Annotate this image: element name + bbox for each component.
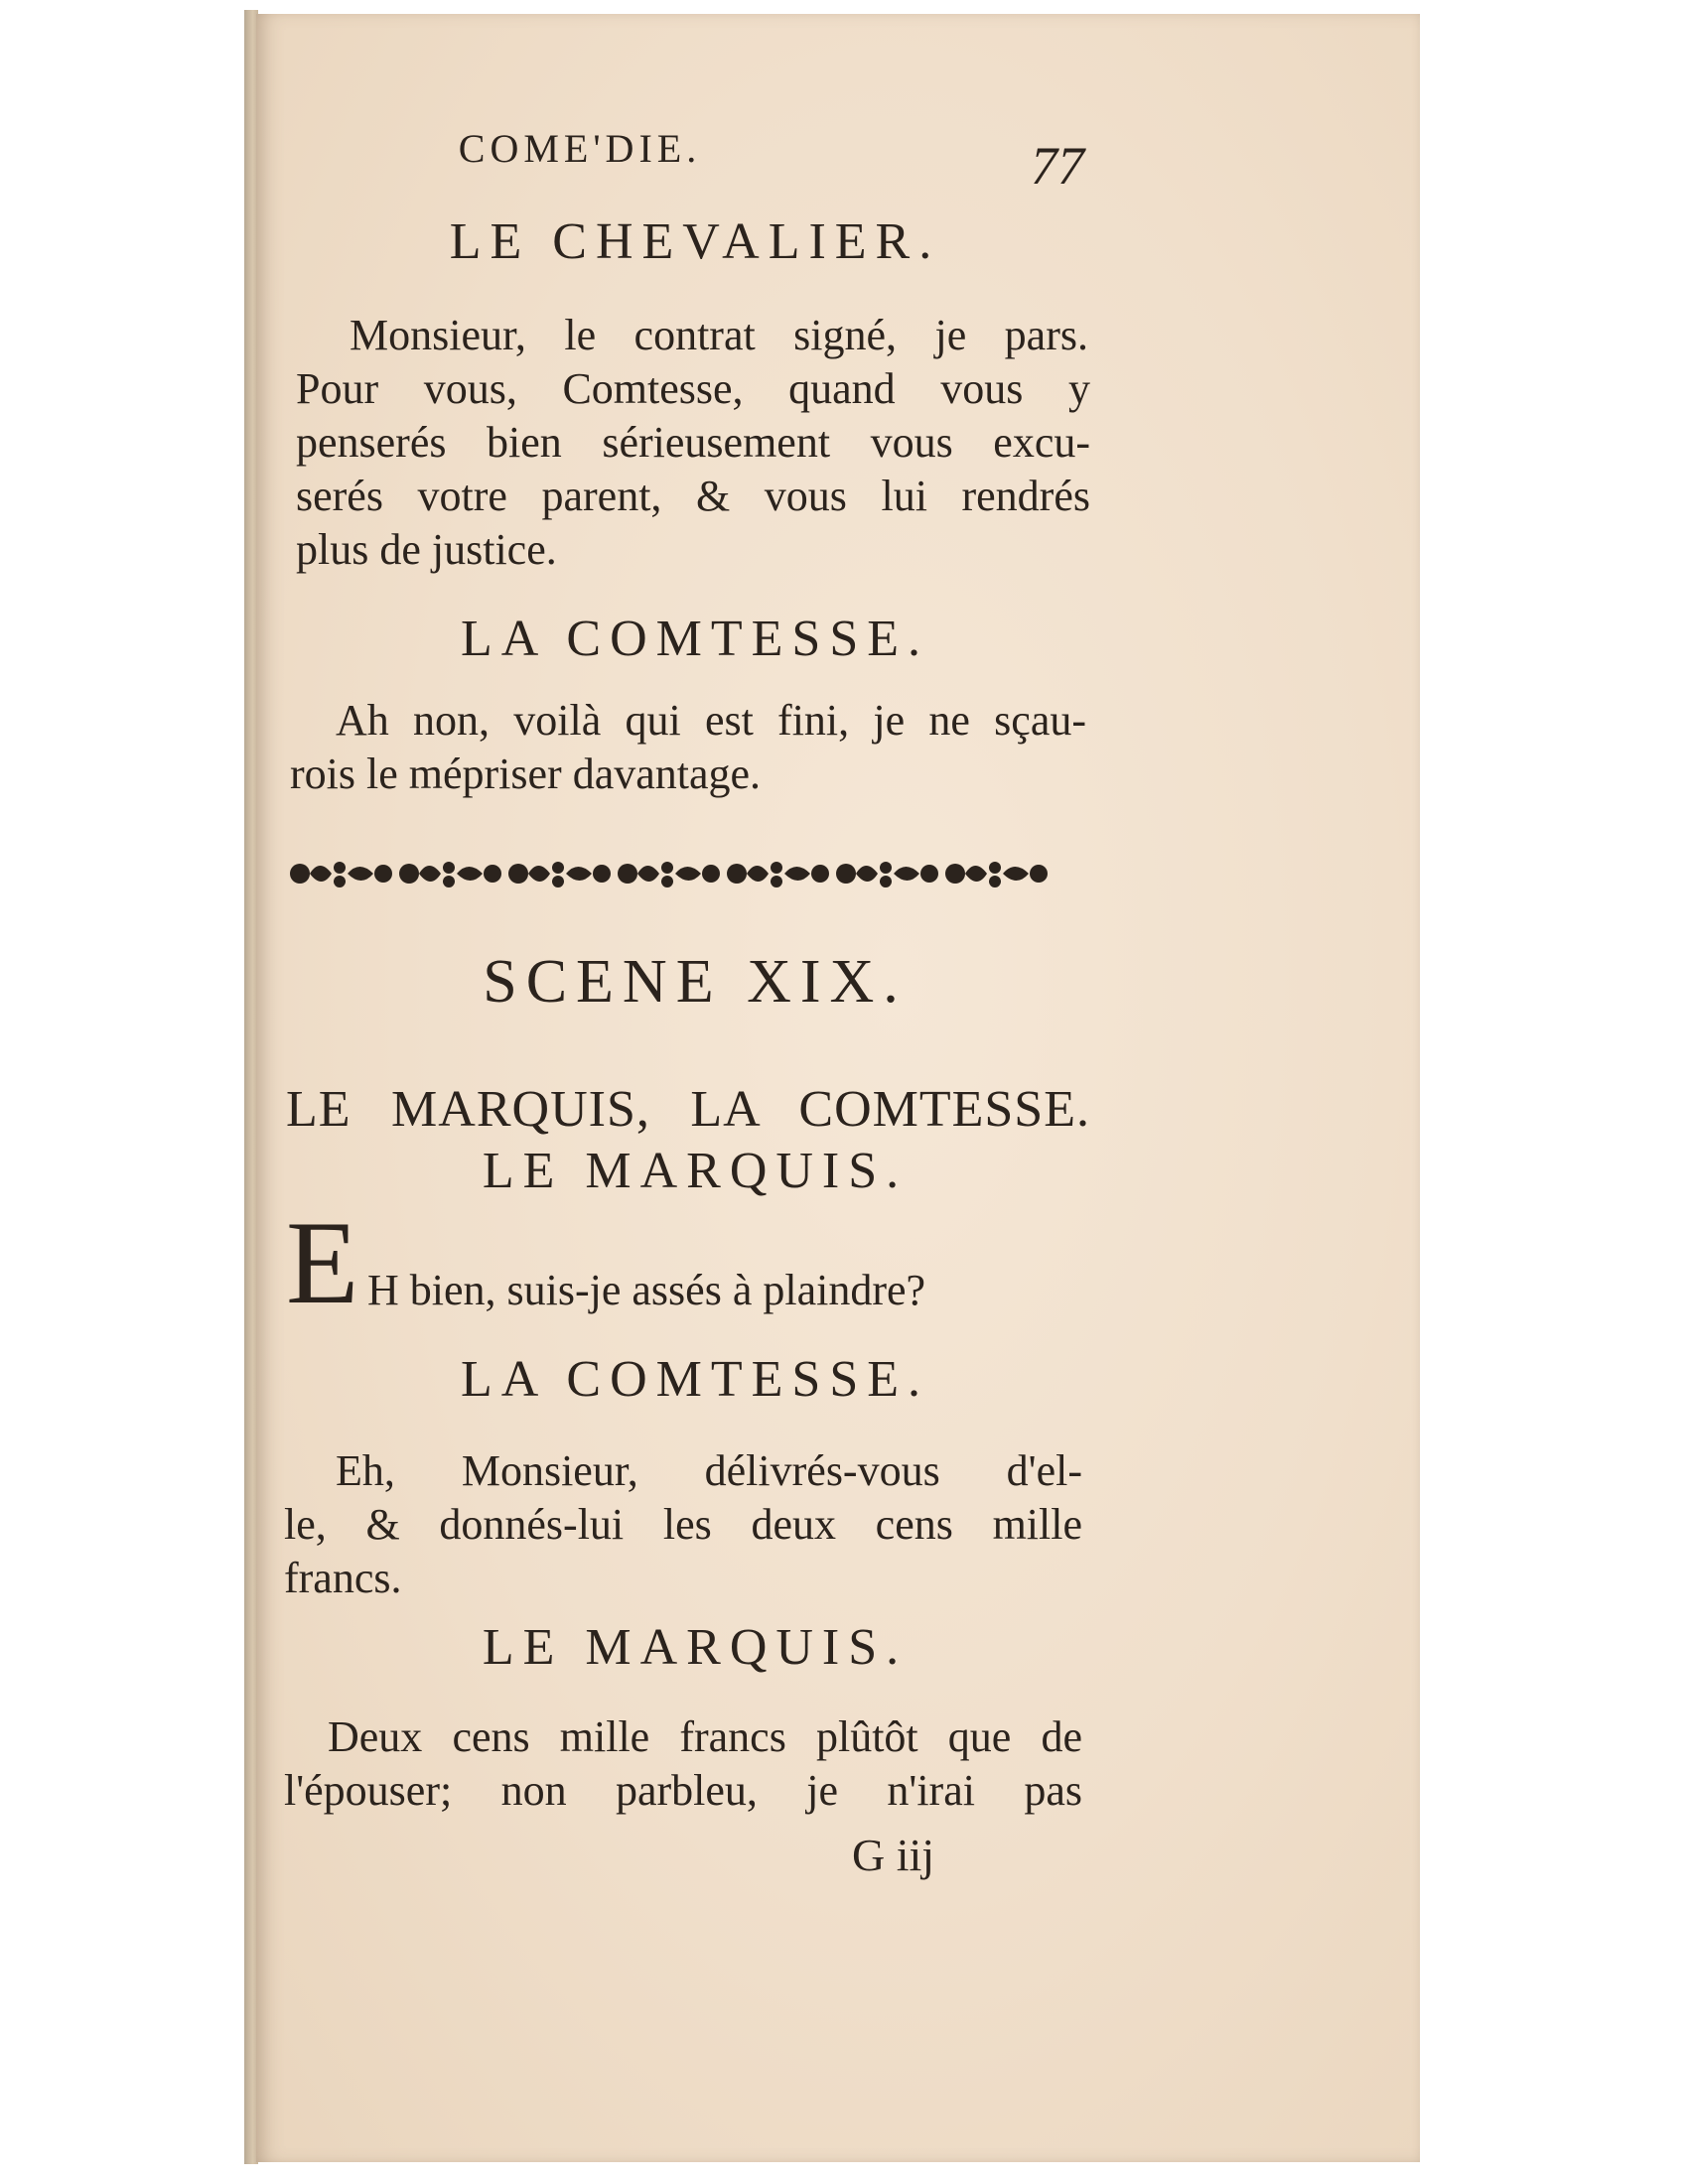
- speech-line: H bien, suis-je assés à plaindre?: [367, 1266, 926, 1314]
- scene-title: SCENE XIX.: [483, 948, 908, 1016]
- speech-line: penserés bien sérieusement vous excu-: [296, 418, 1090, 467]
- speech-line: Deux cens mille francs plûtôt que de: [328, 1712, 1082, 1761]
- page-number: 77: [1031, 136, 1084, 196]
- speech-line: plus de justice.: [296, 525, 557, 574]
- ornament-rule: [286, 852, 1086, 895]
- speaker-heading: LE MARQUIS.: [482, 1619, 909, 1676]
- signature-mark: G iij: [852, 1830, 935, 1880]
- speaker-heading: LA COMTESSE.: [460, 1351, 930, 1408]
- speech-line: Pour vous, Comtesse, quand vous y: [296, 364, 1090, 413]
- speech-line: rois le mépriser davantage.: [290, 750, 762, 798]
- speaker-heading: LA COMTESSE.: [460, 611, 930, 667]
- speech-line: le, & donnés-lui les deux cens mille: [284, 1500, 1082, 1549]
- running-head: COME'DIE.: [458, 126, 702, 171]
- speaker-heading: LE CHEVALIER.: [449, 213, 941, 270]
- speech-line: Eh, Monsieur, délivrés-vous d'el-: [336, 1446, 1082, 1495]
- speech-line: serés votre parent, & vous lui rendrés: [296, 472, 1090, 520]
- speaker-heading: LE MARQUIS.: [482, 1143, 909, 1199]
- speech-line: Ah non, voilà qui est fini, je ne sçau-: [336, 696, 1086, 745]
- scene-characters: LE MARQUIS, LA COMTESSE.: [286, 1081, 1090, 1138]
- speech-line: francs.: [284, 1554, 402, 1602]
- drop-cap: E: [286, 1196, 359, 1328]
- speech-line: l'épouser; non parbleu, je n'irai pas: [284, 1766, 1082, 1815]
- speech-line: Monsieur, le contrat signé, je pars.: [350, 311, 1088, 359]
